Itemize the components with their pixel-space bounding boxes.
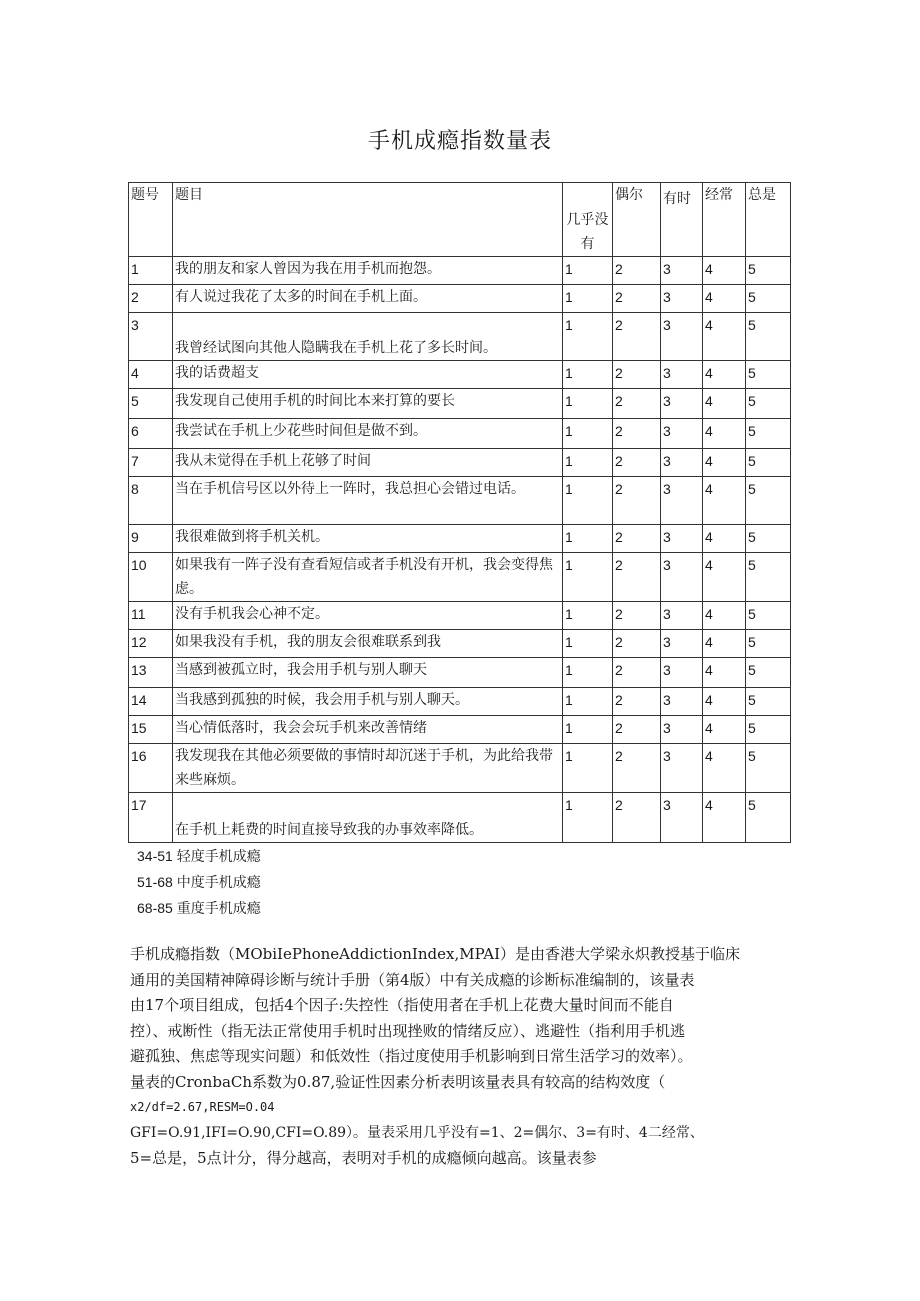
header-num: 题号 — [129, 183, 173, 257]
table-header-row — [129, 183, 791, 257]
option-sometimes: 3 — [661, 630, 703, 658]
item-text: 我从未觉得在手机上花够了时间 — [173, 449, 563, 477]
option-never: 1 — [563, 602, 613, 630]
paragraph-line: 5=总是，5点计分，得分越高，表明对手机的成瘾倾向越高。该量表参 — [130, 1149, 597, 1167]
option-rarely: 2 — [613, 313, 661, 361]
option-rarely: 2 — [613, 257, 661, 285]
option-always: 5 — [746, 525, 791, 553]
item-text: 我发现我在其他必须要做的事情时却沉迷于手机，为此给我带来些麻烦。 — [173, 744, 563, 793]
item-text: 当心情低落时，我会会玩手机来改善情绪 — [173, 716, 563, 744]
option-often: 4 — [703, 688, 746, 716]
option-always: 5 — [746, 419, 791, 449]
table-row — [129, 688, 791, 716]
legend-label: 重度手机成瘾 — [176, 901, 261, 917]
table-row — [129, 285, 791, 313]
option-sometimes: 3 — [661, 658, 703, 688]
paragraph-line: 手机成瘾指数（MObiIePhoneAddictionIndex,MPAI）是由香港大学梁永炽教授基于临床 — [130, 945, 741, 963]
option-often: 4 — [703, 744, 746, 793]
option-always: 5 — [746, 630, 791, 658]
description-paragraph — [130, 942, 790, 1172]
item-text: 没有手机我会心神不定。 — [173, 602, 563, 630]
option-sometimes: 3 — [661, 419, 703, 449]
option-always: 5 — [746, 553, 791, 602]
item-number: 8 — [129, 477, 173, 525]
item-number: 7 — [129, 449, 173, 477]
paragraph-line: 控）、戒断性（指无法正常使用手机时出现挫败的情绪反应）、逃避性（指利用手机逃 — [130, 1021, 686, 1040]
item-number: 17 — [129, 793, 173, 843]
item-text: 我发现自己使用手机的时间比本来打算的要长 — [173, 389, 563, 419]
item-text: 当在手机信号区以外待上一阵时，我总担心会错过电话。 — [173, 477, 563, 525]
item-text: 如果我有一阵子没有查看短信或者手机没有开机，我会变得焦虑。 — [173, 553, 563, 602]
option-rarely: 2 — [613, 361, 661, 389]
option-always: 5 — [746, 658, 791, 688]
legend-moderate — [137, 872, 261, 892]
table-row — [129, 658, 791, 688]
item-number: 6 — [129, 419, 173, 449]
option-sometimes: 3 — [661, 313, 703, 361]
option-sometimes: 3 — [661, 688, 703, 716]
option-never: 1 — [563, 389, 613, 419]
legend-range: 51-68 — [137, 874, 173, 890]
header-sometimes: 有时 — [661, 183, 703, 257]
option-often: 4 — [703, 793, 746, 843]
option-rarely: 2 — [613, 389, 661, 419]
item-number: 14 — [129, 688, 173, 716]
item-number: 2 — [129, 285, 173, 313]
item-text: 我的朋友和家人曾因为我在用手机而抱怨。 — [173, 257, 563, 285]
option-never: 1 — [563, 630, 613, 658]
table-row — [129, 257, 791, 285]
option-rarely: 2 — [613, 525, 661, 553]
paragraph-line: x2∕df=2.67,RESM=O.04 — [130, 1100, 275, 1114]
item-number: 11 — [129, 602, 173, 630]
option-never: 1 — [563, 419, 613, 449]
option-often: 4 — [703, 553, 746, 602]
item-number: 12 — [129, 630, 173, 658]
paragraph-line: 通用的美国精神障碍诊断与统计手册（第4版）中有关成瘾的诊断标准编制的，该量表 — [130, 970, 695, 989]
option-sometimes: 3 — [661, 477, 703, 525]
option-rarely: 2 — [613, 630, 661, 658]
legend-range: 68-85 — [137, 900, 173, 916]
option-never: 1 — [563, 449, 613, 477]
option-sometimes: 3 — [661, 716, 703, 744]
option-always: 5 — [746, 716, 791, 744]
option-sometimes: 3 — [661, 744, 703, 793]
option-never: 1 — [563, 658, 613, 688]
paragraph-line: 量表的CronbaCh系数为0.87,验证性因素分析表明该量表具有较高的结构效度（ — [130, 1072, 666, 1091]
option-rarely: 2 — [613, 285, 661, 313]
option-never: 1 — [563, 477, 613, 525]
option-rarely: 2 — [613, 793, 661, 843]
option-always: 5 — [746, 257, 791, 285]
paragraph-line: GFI=O.91,IFI=O.90,CFI=O.89）。量表采用几乎没有=1、2=偶尔、3=有时、4二经常、 — [130, 1124, 704, 1141]
header-rarely: 偶尔 — [613, 183, 661, 257]
option-rarely: 2 — [613, 477, 661, 525]
option-rarely: 2 — [613, 744, 661, 793]
option-never: 1 — [563, 285, 613, 313]
option-always: 5 — [746, 477, 791, 525]
option-always: 5 — [746, 361, 791, 389]
item-text: 有人说过我花了太多的时间在手机上面。 — [173, 285, 563, 313]
option-never: 1 — [563, 525, 613, 553]
option-never: 1 — [563, 257, 613, 285]
item-text: 我尝试在手机上少花些时间但是做不到。 — [173, 419, 563, 449]
option-never: 1 — [563, 313, 613, 361]
option-never: 1 — [563, 553, 613, 602]
legend-label: 轻度手机成瘾 — [176, 849, 261, 865]
option-rarely: 2 — [613, 658, 661, 688]
header-item: 题目 — [173, 183, 563, 257]
item-number: 3 — [129, 313, 173, 361]
item-text: 如果我没有手机，我的朋友会很难联系到我 — [173, 630, 563, 658]
table-row — [129, 744, 791, 793]
option-always: 5 — [746, 688, 791, 716]
table-row — [129, 553, 791, 602]
table-row — [129, 602, 791, 630]
option-never: 1 — [563, 744, 613, 793]
option-rarely: 2 — [613, 716, 661, 744]
table-row — [129, 313, 791, 361]
paragraph-line: 由17个项目组成，包括4个因子:失控性（指使用者在手机上花费大量时间而不能自 — [130, 996, 674, 1014]
option-often: 4 — [703, 716, 746, 744]
item-text: 我的话费超支 — [173, 361, 563, 389]
option-never: 1 — [563, 688, 613, 716]
table-row — [129, 419, 791, 449]
option-sometimes: 3 — [661, 525, 703, 553]
option-sometimes: 3 — [661, 602, 703, 630]
legend-mild — [137, 846, 261, 866]
option-sometimes: 3 — [661, 793, 703, 843]
option-sometimes: 3 — [661, 449, 703, 477]
item-text: 当感到被孤立时，我会用手机与别人聊天 — [173, 658, 563, 688]
header-often: 经常 — [703, 183, 746, 257]
item-number: 4 — [129, 361, 173, 389]
option-sometimes: 3 — [661, 257, 703, 285]
option-often: 4 — [703, 630, 746, 658]
table-row — [129, 793, 791, 843]
header-never: 几乎没有 — [563, 183, 613, 257]
option-always: 5 — [746, 744, 791, 793]
item-text: 在手机上耗费的时间直接导致我的办事效率降低。 — [173, 793, 563, 843]
option-always: 5 — [746, 602, 791, 630]
item-number: 5 — [129, 389, 173, 419]
option-rarely: 2 — [613, 602, 661, 630]
option-often: 4 — [703, 477, 746, 525]
option-often: 4 — [703, 525, 746, 553]
page-title: 手机成瘾指数量表 — [367, 129, 552, 154]
paragraph-line: 避孤独、焦虑等现实问题）和低效性（指过度使用手机影响到日常生活学习的效率）。 — [130, 1047, 693, 1065]
legend-label: 中度手机成瘾 — [176, 875, 261, 891]
option-often: 4 — [703, 449, 746, 477]
table-row — [129, 716, 791, 744]
option-often: 4 — [703, 361, 746, 389]
option-often: 4 — [703, 389, 746, 419]
option-never: 1 — [563, 361, 613, 389]
table-row — [129, 449, 791, 477]
option-often: 4 — [703, 257, 746, 285]
item-text: 当我感到孤独的时候，我会用手机与别人聊天。 — [173, 688, 563, 716]
option-sometimes: 3 — [661, 553, 703, 602]
option-always: 5 — [746, 449, 791, 477]
table-row — [129, 389, 791, 419]
legend-range: 34-51 — [137, 848, 173, 864]
item-text: 我曾经试图向其他人隐瞒我在手机上花了多长时间。 — [173, 313, 563, 361]
scale-table — [128, 182, 791, 843]
option-sometimes: 3 — [661, 389, 703, 419]
item-number: 16 — [129, 744, 173, 793]
item-text: 我很难做到将手机关机。 — [173, 525, 563, 553]
option-often: 4 — [703, 285, 746, 313]
option-never: 1 — [563, 716, 613, 744]
option-always: 5 — [746, 793, 791, 843]
table-row — [129, 630, 791, 658]
table-row — [129, 361, 791, 389]
item-number: 15 — [129, 716, 173, 744]
option-never: 1 — [563, 793, 613, 843]
option-always: 5 — [746, 389, 791, 419]
option-often: 4 — [703, 658, 746, 688]
item-number: 9 — [129, 525, 173, 553]
option-rarely: 2 — [613, 449, 661, 477]
option-always: 5 — [746, 313, 791, 361]
header-always: 总是 — [746, 183, 791, 257]
option-sometimes: 3 — [661, 285, 703, 313]
legend-severe — [137, 898, 261, 918]
option-rarely: 2 — [613, 553, 661, 602]
option-often: 4 — [703, 602, 746, 630]
table-row — [129, 477, 791, 525]
option-sometimes: 3 — [661, 361, 703, 389]
option-rarely: 2 — [613, 688, 661, 716]
table-row — [129, 525, 791, 553]
item-number: 13 — [129, 658, 173, 688]
option-rarely: 2 — [613, 419, 661, 449]
option-often: 4 — [703, 313, 746, 361]
item-number: 1 — [129, 257, 173, 285]
option-always: 5 — [746, 285, 791, 313]
item-number: 10 — [129, 553, 173, 602]
option-often: 4 — [703, 419, 746, 449]
